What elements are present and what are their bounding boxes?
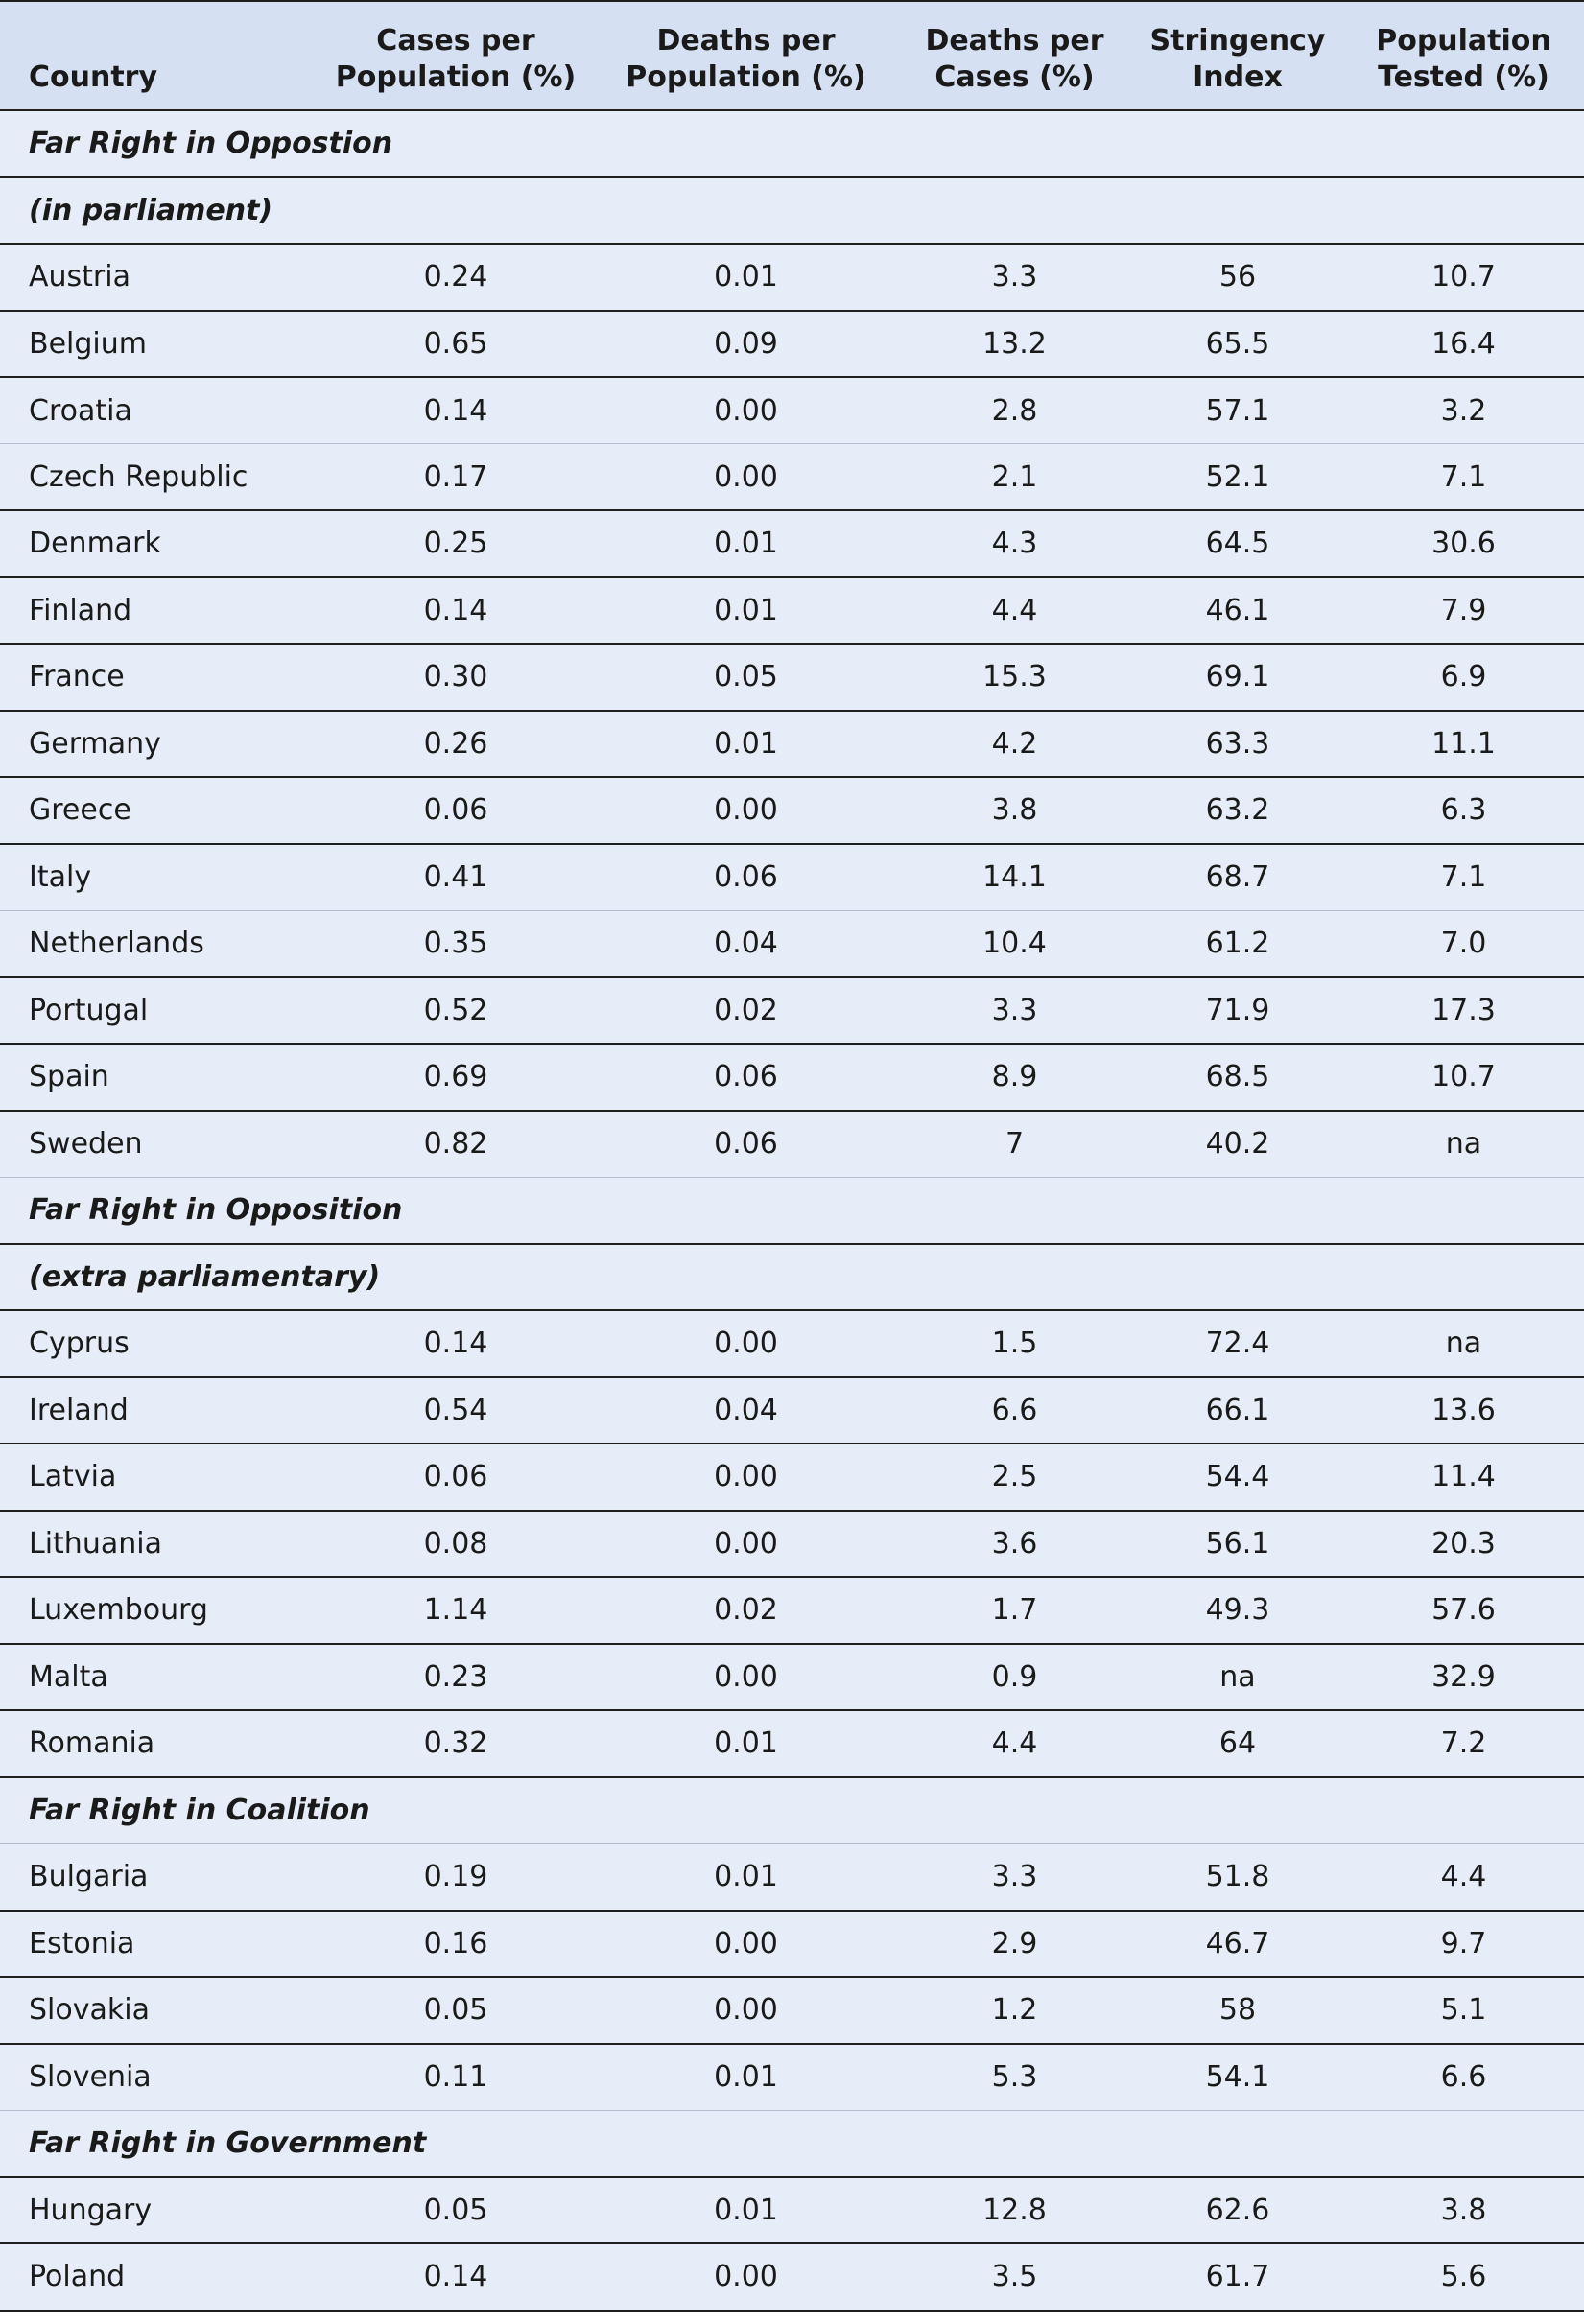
table-row xyxy=(0,910,1584,977)
cases-per-population-cell: 0.16 xyxy=(317,1911,595,1978)
deaths-per-population-cell: 0.04 xyxy=(595,910,897,977)
header-deaths-per-population: Deaths per Population (%) xyxy=(595,1,897,110)
deaths-per-cases-cell: 2.1 xyxy=(897,444,1132,511)
table-row xyxy=(0,1644,1584,1711)
population-tested-cell: 7.1 xyxy=(1343,844,1584,911)
section-heading: Far Right in Oppostion xyxy=(0,110,1584,177)
population-tested-cell: 5.1 xyxy=(1343,1977,1584,2044)
cases-per-population-cell: 0.52 xyxy=(317,977,595,1045)
country-cell: Spain xyxy=(0,1044,317,1111)
country-cell: Netherlands xyxy=(0,910,317,977)
population-tested-cell: 16.4 xyxy=(1343,311,1584,378)
table-row xyxy=(0,777,1584,844)
table-row xyxy=(0,711,1584,778)
deaths-per-cases-cell: 5.3 xyxy=(897,2044,1132,2111)
deaths-per-cases-cell: 12.8 xyxy=(897,2177,1132,2244)
deaths-per-cases-cell: 1.5 xyxy=(897,1310,1132,1377)
section-heading: Far Right in Government xyxy=(0,2110,1584,2177)
cases-per-population-cell: 0.30 xyxy=(317,644,595,711)
cases-per-population-cell: 0.11 xyxy=(317,2044,595,2111)
country-cell: Czech Republic xyxy=(0,444,317,511)
section-heading: (in parliament) xyxy=(0,177,1584,245)
population-tested-cell: 7.9 xyxy=(1343,577,1584,645)
country-cell: France xyxy=(0,644,317,711)
deaths-per-cases-cell: 4.4 xyxy=(897,577,1132,645)
population-tested-cell: 3.2 xyxy=(1343,377,1584,444)
deaths-per-population-cell: 0.09 xyxy=(595,311,897,378)
country-cell: Poland xyxy=(0,2243,317,2311)
deaths-per-population-cell: 0.01 xyxy=(595,711,897,778)
population-tested-cell: na xyxy=(1343,1111,1584,1178)
table-row xyxy=(0,1111,1584,1178)
cases-per-population-cell: 0.82 xyxy=(317,1111,595,1178)
table-row xyxy=(0,1377,1584,1444)
cases-per-population-cell: 0.06 xyxy=(317,1444,595,1511)
header-country: Country xyxy=(0,1,317,110)
country-cell: Finland xyxy=(0,577,317,645)
country-cell: Cyprus xyxy=(0,1310,317,1377)
deaths-per-population-cell: 0.01 xyxy=(595,1843,897,1911)
population-tested-cell: 32.9 xyxy=(1343,1644,1584,1711)
table-row xyxy=(0,2177,1584,2244)
stringency-index-cell: 57.1 xyxy=(1132,377,1343,444)
deaths-per-cases-cell: 3.3 xyxy=(897,244,1132,311)
stringency-index-cell: 40.2 xyxy=(1132,1111,1343,1178)
deaths-per-population-cell: 0.00 xyxy=(595,1444,897,1511)
population-tested-cell: 13.6 xyxy=(1343,1377,1584,1444)
deaths-per-population-cell: 0.00 xyxy=(595,1511,897,1578)
table-row xyxy=(0,311,1584,378)
header-deaths-per-cases: Deaths per Cases (%) xyxy=(897,1,1132,110)
country-cell: Romania xyxy=(0,1710,317,1777)
deaths-per-cases-cell: 4.3 xyxy=(897,510,1132,577)
cases-per-population-cell: 0.25 xyxy=(317,510,595,577)
stringency-index-cell: 62.6 xyxy=(1132,2177,1343,2244)
cases-per-population-cell: 0.08 xyxy=(317,1511,595,1578)
population-tested-cell: 11.4 xyxy=(1343,1444,1584,1511)
deaths-per-cases-cell: 15.3 xyxy=(897,644,1132,711)
table-row xyxy=(0,1444,1584,1511)
stringency-index-cell: 68.7 xyxy=(1132,844,1343,911)
section-heading-row xyxy=(0,2110,1584,2177)
population-tested-cell: 17.3 xyxy=(1343,977,1584,1045)
header-cases-per-population: Cases per Population (%) xyxy=(317,1,595,110)
section-heading-row xyxy=(0,110,1584,177)
stringency-index-cell: 49.3 xyxy=(1132,1577,1343,1644)
stringency-index-cell: 51.8 xyxy=(1132,1843,1343,1911)
header-stringency-index: Stringency Index xyxy=(1132,1,1343,110)
population-tested-cell: 6.9 xyxy=(1343,644,1584,711)
section-heading-row xyxy=(0,1244,1584,1311)
deaths-per-population-cell: 0.06 xyxy=(595,1044,897,1111)
deaths-per-cases-cell: 0.9 xyxy=(897,1644,1132,1711)
section-heading: Far Right in Opposition xyxy=(0,1177,1584,1244)
table-row xyxy=(0,977,1584,1045)
cases-per-population-cell: 0.35 xyxy=(317,910,595,977)
country-cell: Lithuania xyxy=(0,1511,317,1578)
country-cell: Sweden xyxy=(0,1111,317,1178)
deaths-per-population-cell: 0.02 xyxy=(595,977,897,1045)
deaths-per-population-cell: 0.00 xyxy=(595,777,897,844)
table-row xyxy=(0,1977,1584,2044)
deaths-per-population-cell: 0.05 xyxy=(595,644,897,711)
deaths-per-population-cell: 0.04 xyxy=(595,1377,897,1444)
country-cell: Slovakia xyxy=(0,1977,317,2044)
cases-per-population-cell: 0.23 xyxy=(317,1644,595,1711)
population-tested-cell: 10.7 xyxy=(1343,244,1584,311)
table-row xyxy=(0,1511,1584,1578)
stringency-index-cell: na xyxy=(1132,1644,1343,1711)
country-cell: Ireland xyxy=(0,1377,317,1444)
deaths-per-cases-cell: 3.3 xyxy=(897,1843,1132,1911)
deaths-per-cases-cell: 3.8 xyxy=(897,777,1132,844)
section-heading: Far Right in Coalition xyxy=(0,1777,1584,1844)
country-cell: Austria xyxy=(0,244,317,311)
country-cell: Portugal xyxy=(0,977,317,1045)
population-tested-cell: 5.6 xyxy=(1343,2243,1584,2311)
cases-per-population-cell: 0.65 xyxy=(317,311,595,378)
deaths-per-population-cell: 0.00 xyxy=(595,1310,897,1377)
table-row xyxy=(0,844,1584,911)
deaths-per-population-cell: 0.01 xyxy=(595,244,897,311)
table-row xyxy=(0,1577,1584,1644)
cases-per-population-cell: 0.69 xyxy=(317,1044,595,1111)
deaths-per-population-cell: 0.01 xyxy=(595,2177,897,2244)
table-row xyxy=(0,1911,1584,1978)
header-row xyxy=(0,1,1584,110)
table-row xyxy=(0,1044,1584,1111)
stringency-index-cell: 61.2 xyxy=(1132,910,1343,977)
stringency-index-cell: 64 xyxy=(1132,1710,1343,1777)
deaths-per-cases-cell: 3.6 xyxy=(897,1511,1132,1578)
stringency-index-cell: 52.1 xyxy=(1132,444,1343,511)
stringency-index-cell: 63.3 xyxy=(1132,711,1343,778)
population-tested-cell: 7.1 xyxy=(1343,444,1584,511)
cases-per-population-cell: 0.19 xyxy=(317,1843,595,1911)
cases-per-population-cell: 0.17 xyxy=(317,444,595,511)
stringency-index-cell: 56 xyxy=(1132,244,1343,311)
cases-per-population-cell: 0.14 xyxy=(317,577,595,645)
country-cell: Luxembourg xyxy=(0,1577,317,1644)
population-tested-cell: 30.6 xyxy=(1343,510,1584,577)
population-tested-cell: 57.6 xyxy=(1343,1577,1584,1644)
stringency-index-cell: 56.1 xyxy=(1132,1511,1343,1578)
deaths-per-population-cell: 0.00 xyxy=(595,1977,897,2044)
stringency-index-cell: 54.4 xyxy=(1132,1444,1343,1511)
population-tested-cell: 7.0 xyxy=(1343,910,1584,977)
deaths-per-cases-cell: 2.8 xyxy=(897,377,1132,444)
section-heading-row xyxy=(0,1177,1584,1244)
table-row xyxy=(0,444,1584,511)
deaths-per-population-cell: 0.00 xyxy=(595,1911,897,1978)
population-tested-cell: 9.7 xyxy=(1343,1911,1584,1978)
stringency-index-cell: 65.5 xyxy=(1132,311,1343,378)
table-row xyxy=(0,577,1584,645)
country-cell: Germany xyxy=(0,711,317,778)
deaths-per-population-cell: 0.06 xyxy=(595,844,897,911)
deaths-per-population-cell: 0.00 xyxy=(595,377,897,444)
cases-per-population-cell: 0.24 xyxy=(317,244,595,311)
deaths-per-population-cell: 0.00 xyxy=(595,444,897,511)
deaths-per-cases-cell: 3.5 xyxy=(897,2243,1132,2311)
population-tested-cell: 6.6 xyxy=(1343,2044,1584,2111)
deaths-per-population-cell: 0.01 xyxy=(595,577,897,645)
stringency-index-cell: 64.5 xyxy=(1132,510,1343,577)
deaths-per-cases-cell: 8.9 xyxy=(897,1044,1132,1111)
table-body xyxy=(0,110,1584,2311)
cases-per-population-cell: 0.54 xyxy=(317,1377,595,1444)
country-cell: Bulgaria xyxy=(0,1843,317,1911)
deaths-per-cases-cell: 3.3 xyxy=(897,977,1132,1045)
deaths-per-population-cell: 0.06 xyxy=(595,1111,897,1178)
cases-per-population-cell: 0.14 xyxy=(317,377,595,444)
population-tested-cell: 20.3 xyxy=(1343,1511,1584,1578)
deaths-per-population-cell: 0.00 xyxy=(595,2243,897,2311)
table-row xyxy=(0,244,1584,311)
cases-per-population-cell: 0.06 xyxy=(317,777,595,844)
country-cell: Italy xyxy=(0,844,317,911)
stringency-index-cell: 63.2 xyxy=(1132,777,1343,844)
cases-per-population-cell: 0.32 xyxy=(317,1710,595,1777)
country-cell: Estonia xyxy=(0,1911,317,1978)
table-row xyxy=(0,510,1584,577)
cases-per-population-cell: 0.41 xyxy=(317,844,595,911)
stringency-index-cell: 61.7 xyxy=(1132,2243,1343,2311)
table-row xyxy=(0,1843,1584,1911)
country-cell: Latvia xyxy=(0,1444,317,1511)
deaths-per-cases-cell: 1.7 xyxy=(897,1577,1132,1644)
cases-per-population-cell: 0.14 xyxy=(317,2243,595,2311)
table-row xyxy=(0,644,1584,711)
country-cell: Croatia xyxy=(0,377,317,444)
population-tested-cell: 3.8 xyxy=(1343,2177,1584,2244)
deaths-per-population-cell: 0.00 xyxy=(595,1644,897,1711)
deaths-per-cases-cell: 13.2 xyxy=(897,311,1132,378)
cases-per-population-cell: 0.05 xyxy=(317,1977,595,2044)
population-tested-cell: 4.4 xyxy=(1343,1843,1584,1911)
country-cell: Hungary xyxy=(0,2177,317,2244)
header-population-tested: Population Tested (%) xyxy=(1343,1,1584,110)
deaths-per-population-cell: 0.02 xyxy=(595,1577,897,1644)
deaths-per-population-cell: 0.01 xyxy=(595,1710,897,1777)
population-tested-cell: 10.7 xyxy=(1343,1044,1584,1111)
population-tested-cell: 7.2 xyxy=(1343,1710,1584,1777)
cases-per-population-cell: 0.26 xyxy=(317,711,595,778)
country-cell: Malta xyxy=(0,1644,317,1711)
cases-per-population-cell: 0.14 xyxy=(317,1310,595,1377)
country-cell: Slovenia xyxy=(0,2044,317,2111)
deaths-per-cases-cell: 1.2 xyxy=(897,1977,1132,2044)
country-cell: Greece xyxy=(0,777,317,844)
stringency-index-cell: 68.5 xyxy=(1132,1044,1343,1111)
deaths-per-cases-cell: 10.4 xyxy=(897,910,1132,977)
deaths-per-cases-cell: 4.2 xyxy=(897,711,1132,778)
deaths-per-cases-cell: 2.5 xyxy=(897,1444,1132,1511)
population-tested-cell: na xyxy=(1343,1310,1584,1377)
stringency-index-cell: 58 xyxy=(1132,1977,1343,2044)
deaths-per-cases-cell: 2.9 xyxy=(897,1911,1132,1978)
country-cell: Belgium xyxy=(0,311,317,378)
table-header xyxy=(0,1,1584,110)
deaths-per-population-cell: 0.01 xyxy=(595,510,897,577)
section-heading-row xyxy=(0,1777,1584,1844)
deaths-per-population-cell: 0.01 xyxy=(595,2044,897,2111)
stringency-index-cell: 72.4 xyxy=(1132,1310,1343,1377)
stringency-index-cell: 66.1 xyxy=(1132,1377,1343,1444)
table-row xyxy=(0,2044,1584,2111)
table-row xyxy=(0,377,1584,444)
stringency-index-cell: 71.9 xyxy=(1132,977,1343,1045)
country-cell: Denmark xyxy=(0,510,317,577)
population-tested-cell: 11.1 xyxy=(1343,711,1584,778)
cases-per-population-cell: 0.05 xyxy=(317,2177,595,2244)
stringency-index-cell: 46.1 xyxy=(1132,577,1343,645)
table-row xyxy=(0,1710,1584,1777)
section-heading-row xyxy=(0,177,1584,245)
section-heading: (extra parliamentary) xyxy=(0,1244,1584,1311)
deaths-per-cases-cell: 4.4 xyxy=(897,1710,1132,1777)
table-row xyxy=(0,1310,1584,1377)
population-tested-cell: 6.3 xyxy=(1343,777,1584,844)
cases-per-population-cell: 1.14 xyxy=(317,1577,595,1644)
deaths-per-cases-cell: 7 xyxy=(897,1111,1132,1178)
deaths-per-cases-cell: 14.1 xyxy=(897,844,1132,911)
table-row xyxy=(0,2243,1584,2311)
stringency-index-cell: 69.1 xyxy=(1132,644,1343,711)
stringency-index-cell: 54.1 xyxy=(1132,2044,1343,2111)
deaths-per-cases-cell: 6.6 xyxy=(897,1377,1132,1444)
stringency-index-cell: 46.7 xyxy=(1132,1911,1343,1978)
